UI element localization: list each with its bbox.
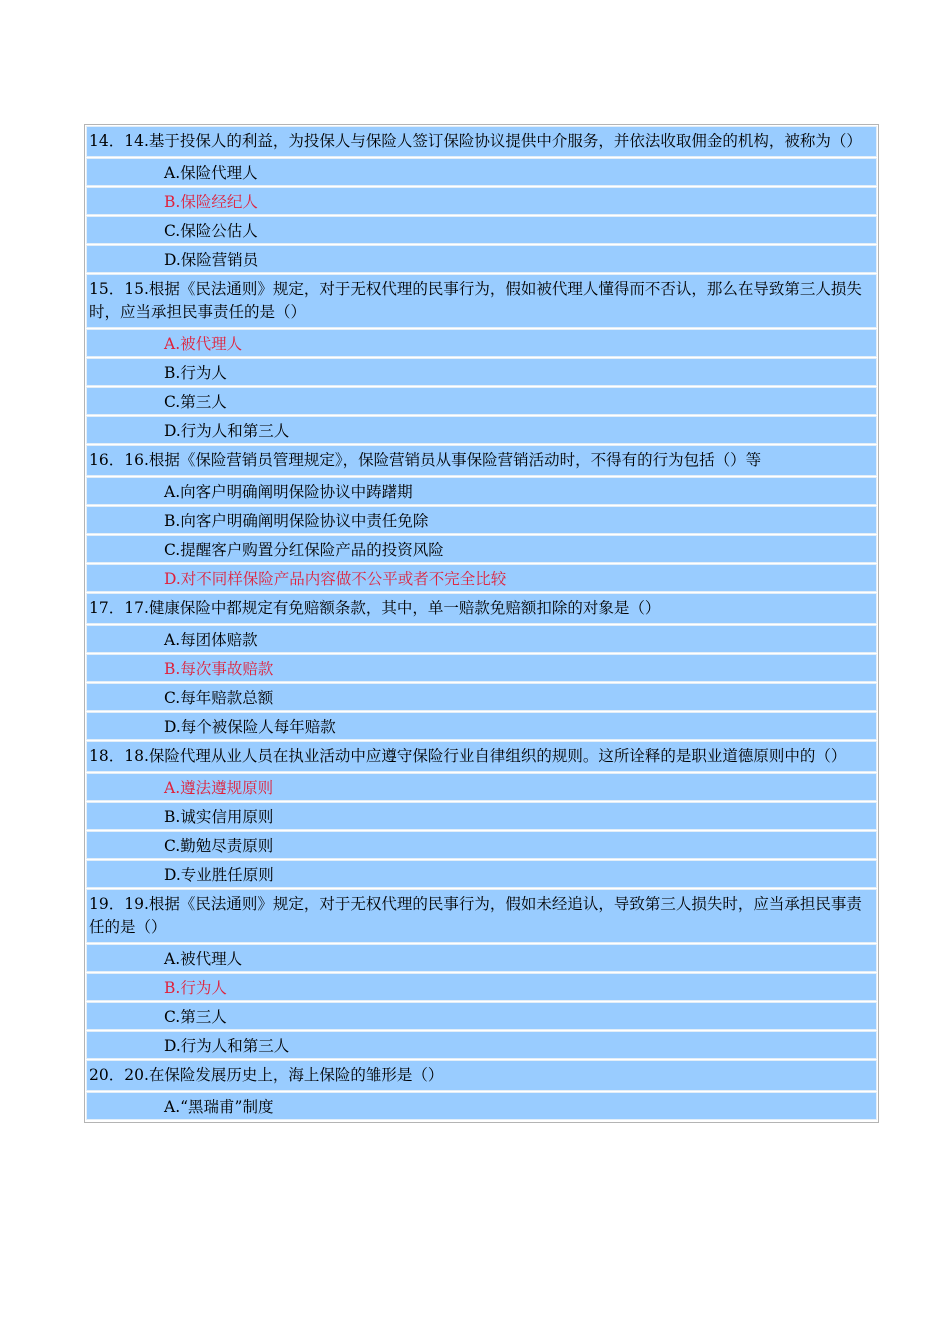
question-2-option-d: D.行为人和第三人 [86, 416, 877, 444]
question-4-option-b: B.每次事故赔款 [86, 654, 877, 682]
question-6-text: 19．19.根据《民法通则》规定，对于无权代理的民事行为，假如未经追认，导致第三人损失时，应当承担民事责任的是（） [86, 889, 877, 943]
question-2-text: 15．15.根据《民法通则》规定，对于无权代理的民事行为，假如被代理人懂得而不否认，那么在导致第三人损失时，应当承担民事责任的是（） [86, 274, 877, 328]
question-6-option-b: B.行为人 [86, 973, 877, 1001]
quiz-table [84, 124, 879, 1123]
question-3-option-c: C.提醒客户购置分红保险产品的投资风险 [86, 535, 877, 563]
question-2-option-c: C.第三人 [86, 387, 877, 415]
question-7-option-a: A.“黑瑞甫”制度 [86, 1092, 877, 1120]
question-3-option-a: A.向客户明确阐明保险协议中踌躇期 [86, 477, 877, 505]
question-5-option-a: A.遵法遵规原则 [86, 773, 877, 801]
question-5-option-c: C.勤勉尽责原则 [86, 831, 877, 859]
question-6-option-d: D.行为人和第三人 [86, 1031, 877, 1059]
question-4-option-a: A.每团体赔款 [86, 625, 877, 653]
question-4-option-d: D.每个被保险人每年赔款 [86, 712, 877, 740]
question-1-option-c: C.保险公估人 [86, 216, 877, 244]
question-1-option-b: B.保险经纪人 [86, 187, 877, 215]
question-7-text: 20．20.在保险发展历史上，海上保险的雏形是（） [86, 1060, 877, 1091]
question-5-option-d: D.专业胜任原则 [86, 860, 877, 888]
question-1-option-d: D.保险营销员 [86, 245, 877, 273]
question-2-option-a: A.被代理人 [86, 329, 877, 357]
question-4-text: 17．17.健康保险中都规定有免赔额条款，其中，单一赔款免赔额扣除的对象是（） [86, 593, 877, 624]
question-5-text: 18．18.保险代理从业人员在执业活动中应遵守保险行业自律组织的规则。这所诠释的是职业道德原则中的（） [86, 741, 877, 772]
question-6-option-a: A.被代理人 [86, 944, 877, 972]
question-2-option-b: B.行为人 [86, 358, 877, 386]
question-4-option-c: C.每年赔款总额 [86, 683, 877, 711]
question-1-text: 14．14.基于投保人的利益，为投保人与保险人签订保险协议提供中介服务，并依法收取佣金的机构，被称为（） [86, 126, 877, 157]
question-3-text: 16．16.根据《保险营销员管理规定》，保险营销员从事保险营销活动时，不得有的行为包括（）等 [86, 445, 877, 476]
question-1-option-a: A.保险代理人 [86, 158, 877, 186]
question-3-option-d: D.对不同样保险产品内容做不公平或者不完全比较 [86, 564, 877, 592]
question-5-option-b: B.诚实信用原则 [86, 802, 877, 830]
question-3-option-b: B.向客户明确阐明保险协议中责任免除 [86, 506, 877, 534]
question-6-option-c: C.第三人 [86, 1002, 877, 1030]
